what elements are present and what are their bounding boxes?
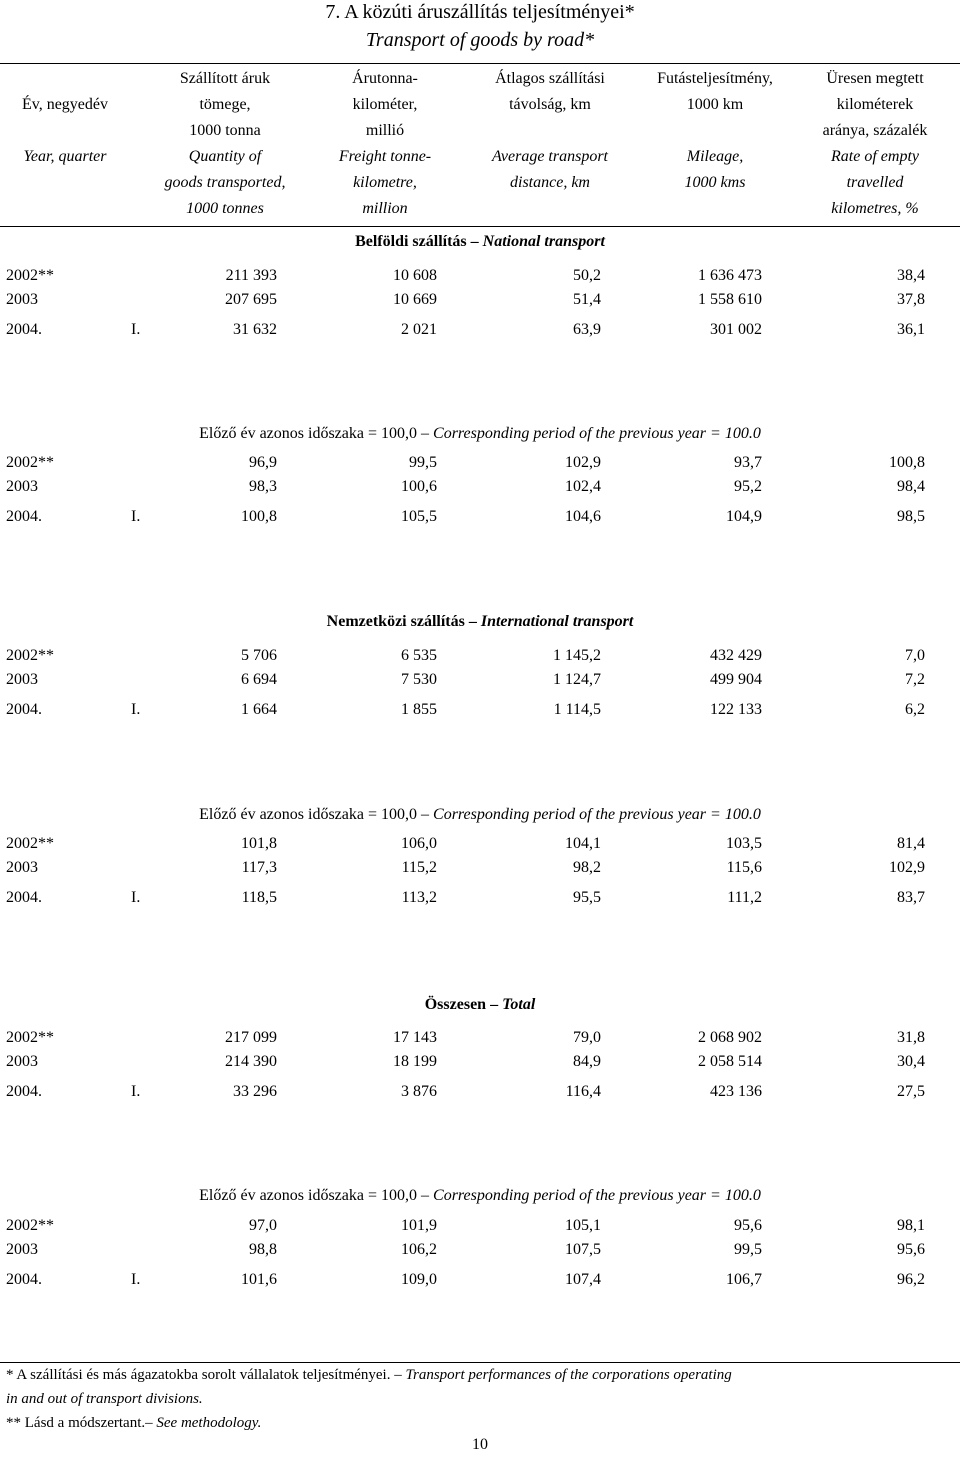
row-quarter: I.	[131, 1271, 141, 1288]
table-cell: 100,8	[889, 454, 925, 471]
table-cell: 95,6	[734, 1217, 762, 1234]
table-cell: 37,8	[897, 291, 925, 308]
table-cell: 1 636 473	[698, 267, 762, 284]
table-cell: 105,5	[401, 508, 437, 525]
table-row	[0, 1081, 960, 1103]
table-cell: 109,0	[401, 1271, 437, 1288]
table-cell: 7,0	[905, 647, 925, 664]
header-bottom-rule	[0, 226, 960, 227]
table-cell: 115,6	[726, 859, 762, 876]
table-cell: 36,1	[897, 321, 925, 338]
table-row	[0, 1051, 960, 1073]
table-cell: 423 136	[710, 1083, 762, 1100]
table-cell: 104,9	[726, 508, 762, 525]
row-year: 2002**	[6, 835, 54, 852]
row-year: 2002**	[6, 647, 54, 664]
row-year: 2004.	[6, 508, 42, 525]
table-row	[0, 1215, 960, 1237]
table-cell: 1 145,2	[553, 647, 601, 664]
table-cell: 111,2	[727, 889, 762, 906]
row-year: 2003	[6, 1053, 38, 1070]
table-cell: 96,2	[897, 1271, 925, 1288]
table-cell: 98,5	[897, 508, 925, 525]
table-cell: 31 632	[233, 321, 277, 338]
table-cell: 81,4	[897, 835, 925, 852]
section-title-international: Nemzetközi szállítás – International transport	[326, 613, 634, 630]
table-cell: 31,8	[897, 1029, 925, 1046]
table-cell: 2 068 902	[698, 1029, 762, 1046]
table-cell: 30,4	[897, 1053, 925, 1070]
table-cell: 79,0	[573, 1029, 601, 1046]
index-title-international: Előző év azonos időszaka = 100,0 – Corresponding period of the previous year = 100.0	[199, 806, 761, 823]
row-year: 2003	[6, 478, 38, 495]
table-row	[0, 1027, 960, 1049]
index-title-national: Előző év azonos időszaka = 100,0 – Corresponding period of the previous year = 100.0	[199, 425, 761, 442]
table-row	[0, 452, 960, 474]
table-cell: 10 608	[393, 267, 437, 284]
table-row	[0, 645, 960, 667]
table-cell: 101,8	[241, 835, 277, 852]
table-cell: 122 133	[710, 701, 762, 718]
table-row	[0, 1239, 960, 1261]
table-cell: 7 530	[401, 671, 437, 688]
table-cell: 2 021	[401, 321, 437, 338]
row-quarter: I.	[131, 701, 141, 718]
row-year: 2003	[6, 291, 38, 308]
table-cell: 432 429	[710, 647, 762, 664]
table-cell: 7,2	[905, 671, 925, 688]
column-header-freight: Árutonna- kilométer, millió Freight tonne- kilometre, million	[338, 70, 432, 217]
table-cell: 99,5	[409, 454, 437, 471]
column-header-year: Év, negyedév Year, quarter	[21, 96, 109, 165]
row-year: 2002**	[6, 1029, 54, 1046]
footnote-rule	[0, 1362, 960, 1363]
row-year: 2002**	[6, 267, 54, 284]
table-cell: 104,1	[565, 835, 601, 852]
table-cell: 98,3	[249, 478, 277, 495]
row-year: 2004.	[6, 701, 42, 718]
row-year: 2003	[6, 1241, 38, 1258]
table-cell: 1 664	[241, 701, 277, 718]
row-quarter: I.	[131, 1083, 141, 1100]
table-cell: 103,5	[726, 835, 762, 852]
row-year: 2004.	[6, 321, 42, 338]
table-cell: 116,4	[565, 1083, 601, 1100]
footnote-1: * A szállítási és más ágazatokba sorolt vállalatok teljesítményei. – Transport performances of the corporations operating	[6, 1367, 732, 1383]
column-header-quantity: Szállított áruk tömege, 1000 tonna Quantity of goods transported, 1000 tonnes	[164, 70, 286, 217]
table-cell: 102,9	[565, 454, 601, 471]
table-cell: 84,9	[573, 1053, 601, 1070]
table-cell: 95,6	[897, 1241, 925, 1258]
row-year: 2004.	[6, 1083, 42, 1100]
table-cell: 98,1	[897, 1217, 925, 1234]
table-cell: 106,7	[726, 1271, 762, 1288]
table-cell: 3 876	[401, 1083, 437, 1100]
table-cell: 10 669	[393, 291, 437, 308]
table-cell: 1 855	[401, 701, 437, 718]
table-cell: 2 058 514	[698, 1053, 762, 1070]
footnote-1-continued: in and out of transport divisions.	[6, 1391, 203, 1407]
table-row	[0, 265, 960, 287]
table-row	[0, 476, 960, 498]
row-quarter: I.	[131, 508, 141, 525]
table-cell: 102,9	[889, 859, 925, 876]
table-cell: 6 694	[241, 671, 277, 688]
table-cell: 96,9	[249, 454, 277, 471]
table-cell: 95,5	[573, 889, 601, 906]
table-cell: 6,2	[905, 701, 925, 718]
section-title-total: Összesen – Total	[424, 996, 536, 1013]
table-cell: 102,4	[565, 478, 601, 495]
table-cell: 100,8	[241, 508, 277, 525]
table-cell: 97,0	[249, 1217, 277, 1234]
table-cell: 106,2	[401, 1241, 437, 1258]
table-cell: 99,5	[734, 1241, 762, 1258]
table-cell: 1 114,5	[553, 701, 601, 718]
table-cell: 98,4	[897, 478, 925, 495]
row-year: 2003	[6, 671, 38, 688]
table-row	[0, 887, 960, 909]
table-row	[0, 669, 960, 691]
table-cell: 33 296	[233, 1083, 277, 1100]
table-cell: 118,5	[241, 889, 277, 906]
table-cell: 93,7	[734, 454, 762, 471]
table-cell: 38,4	[897, 267, 925, 284]
row-year: 2004.	[6, 889, 42, 906]
page-number: 10	[472, 1436, 488, 1453]
row-year: 2003	[6, 859, 38, 876]
page-title: 7. A közúti áruszállítás teljesítményei*	[325, 1, 635, 23]
header-top-rule	[0, 63, 960, 64]
table-cell: 106,0	[401, 835, 437, 852]
table-cell: 107,5	[565, 1241, 601, 1258]
row-year: 2002**	[6, 454, 54, 471]
table-row	[0, 506, 960, 528]
table-cell: 207 695	[225, 291, 277, 308]
column-header-empty-rate: Üresen megtett kilométerek aránya, százalék Rate of empty travelled kilometres, %	[822, 70, 928, 217]
table-cell: 6 535	[401, 647, 437, 664]
table-cell: 83,7	[897, 889, 925, 906]
table-cell: 217 099	[225, 1029, 277, 1046]
table-cell: 107,4	[565, 1271, 601, 1288]
section-title-national: Belföldi szállítás – National transport	[355, 233, 605, 250]
table-cell: 63,9	[573, 321, 601, 338]
row-quarter: I.	[131, 889, 141, 906]
table-cell: 18 199	[393, 1053, 437, 1070]
column-header-distance: Átlagos szállítási távolság, km Average transport distance, km	[492, 70, 608, 191]
table-cell: 98,2	[573, 859, 601, 876]
table-cell: 499 904	[710, 671, 762, 688]
table-row	[0, 699, 960, 721]
table-cell: 100,6	[401, 478, 437, 495]
footnote-2: ** Lásd a módszertant.– See methodology.	[6, 1415, 262, 1431]
table-cell: 301 002	[710, 321, 762, 338]
table-cell: 95,2	[734, 478, 762, 495]
table-cell: 98,8	[249, 1241, 277, 1258]
table-cell: 211 393	[225, 267, 277, 284]
table-row	[0, 289, 960, 311]
table-cell: 1 124,7	[553, 671, 601, 688]
table-cell: 113,2	[401, 889, 437, 906]
row-quarter: I.	[131, 321, 141, 338]
table-cell: 17 143	[393, 1029, 437, 1046]
table-cell: 51,4	[573, 291, 601, 308]
table-cell: 104,6	[565, 508, 601, 525]
table-cell: 115,2	[401, 859, 437, 876]
table-row	[0, 1269, 960, 1291]
page-subtitle: Transport of goods by road*	[365, 29, 595, 51]
table-row	[0, 319, 960, 341]
table-row	[0, 833, 960, 855]
table-cell: 101,6	[241, 1271, 277, 1288]
table-cell: 50,2	[573, 267, 601, 284]
table-cell: 214 390	[225, 1053, 277, 1070]
table-cell: 27,5	[897, 1083, 925, 1100]
index-title-total: Előző év azonos időszaka = 100,0 – Corresponding period of the previous year = 100.0	[199, 1187, 761, 1204]
table-row	[0, 857, 960, 879]
row-year: 2004.	[6, 1271, 42, 1288]
column-header-mileage: Futásteljesítmény, 1000 km Mileage, 1000 kms	[657, 70, 773, 191]
table-cell: 1 558 610	[698, 291, 762, 308]
table-cell: 117,3	[241, 859, 277, 876]
table-cell: 101,9	[401, 1217, 437, 1234]
table-cell: 5 706	[241, 647, 277, 664]
table-cell: 105,1	[565, 1217, 601, 1234]
row-year: 2002**	[6, 1217, 54, 1234]
